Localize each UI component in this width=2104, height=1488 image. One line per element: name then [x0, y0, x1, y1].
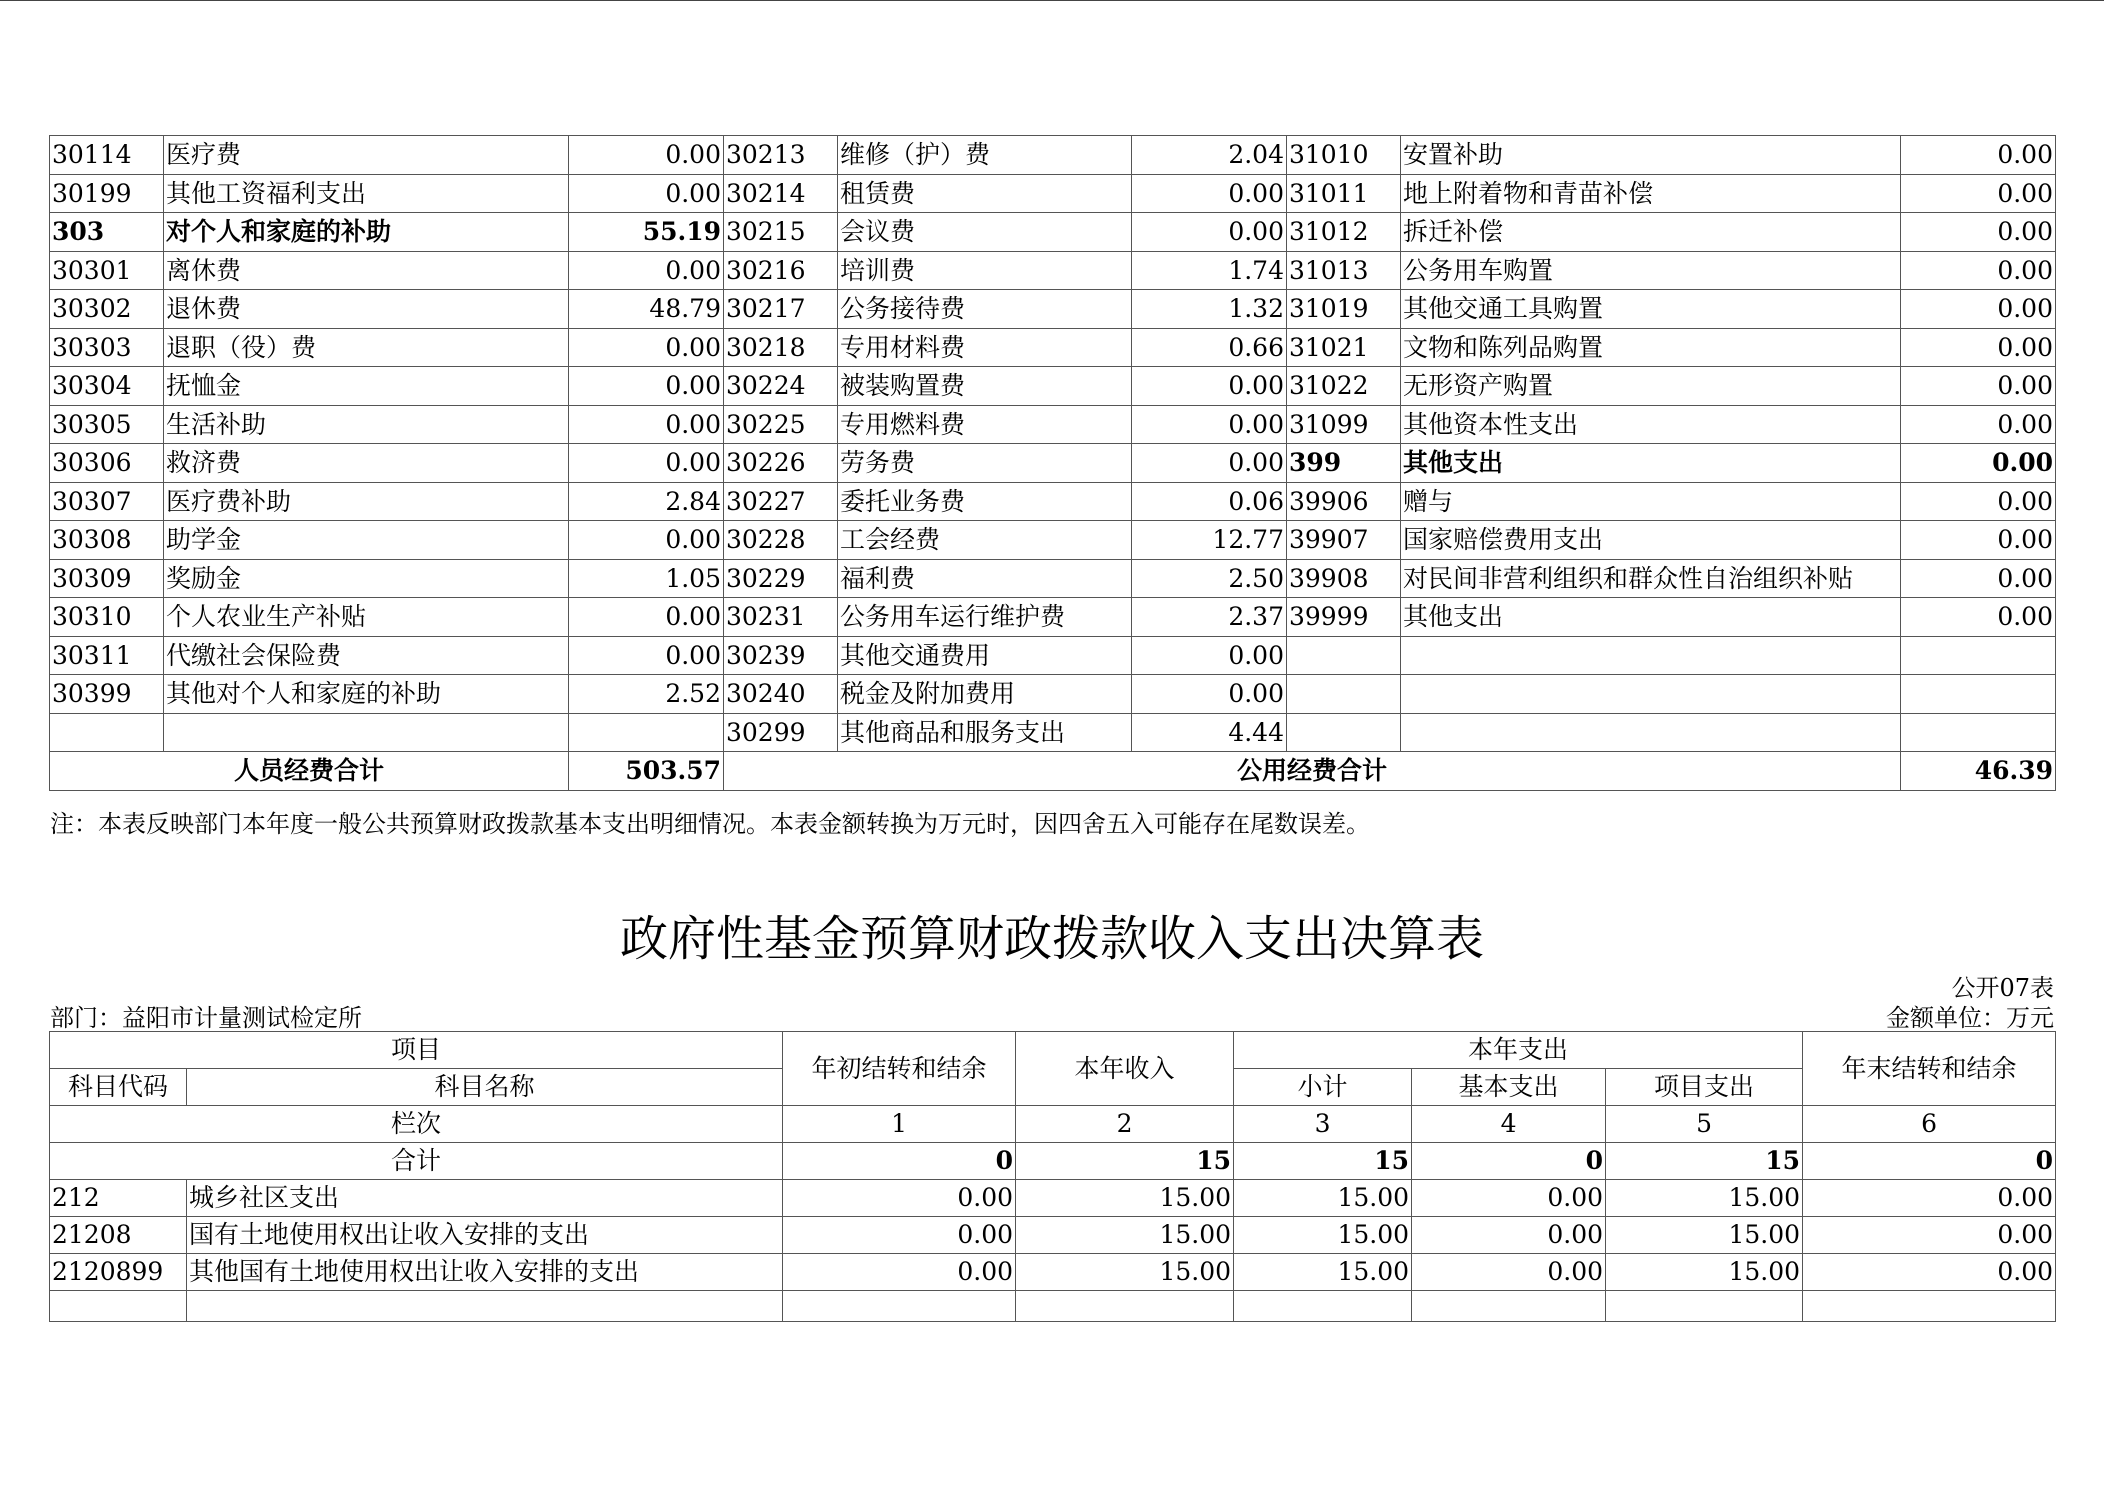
- item-name: 无形资产购置: [1401, 367, 1901, 406]
- item-code: 30309: [50, 559, 164, 598]
- total-value: 15: [1606, 1143, 1803, 1180]
- item-code: 30310: [50, 598, 164, 637]
- total-value: 15: [1016, 1143, 1234, 1180]
- amount-cell: 0.00: [783, 1217, 1016, 1254]
- item-name: 地上附着物和青苗补偿: [1401, 174, 1901, 213]
- item-amount: 12.77: [1132, 521, 1287, 560]
- amount-cell: 0.00: [1412, 1217, 1606, 1254]
- item-code: 30218: [724, 328, 838, 367]
- table-row: [50, 636, 2056, 675]
- department-label: 部门：益阳市计量测试检定所: [50, 1004, 362, 1032]
- item-name: 对民间非营利组织和群众性自治组织补贴: [1401, 559, 1901, 598]
- item-name: 其他支出: [1401, 598, 1901, 637]
- page-title: 政府性基金预算财政拨款收入支出决算表: [619, 911, 1484, 967]
- item-amount: 0.00: [569, 598, 724, 637]
- item-code: 30307: [50, 482, 164, 521]
- item-name: 公务用车购置: [1401, 251, 1901, 290]
- header-row-1: [50, 1032, 2056, 1069]
- item-name: 公务用车运行维护费: [838, 598, 1132, 637]
- item-code: 31010: [1287, 136, 1401, 175]
- item-amount: 0.06: [1132, 482, 1287, 521]
- table-row: [50, 328, 2056, 367]
- table-row: [50, 1254, 2056, 1291]
- item-code: 30303: [50, 328, 164, 367]
- public-total-value: 46.39: [1901, 752, 2056, 791]
- item-amount: 2.52: [569, 675, 724, 714]
- item-code: 30227: [724, 482, 838, 521]
- item-amount: [569, 713, 724, 752]
- item-amount: 0.00: [569, 521, 724, 560]
- amount-cell: 0.00: [1412, 1180, 1606, 1217]
- totals-row: [50, 752, 2056, 791]
- item-code: 31012: [1287, 213, 1401, 252]
- amount-cell: 0.00: [783, 1254, 1016, 1291]
- total-value: 15: [1234, 1143, 1412, 1180]
- subject-name: 其他国有土地使用权出让收入安排的支出: [187, 1254, 783, 1291]
- item-amount: 55.19: [569, 213, 724, 252]
- column-index: 4: [1412, 1106, 1606, 1143]
- table-row: [50, 482, 2056, 521]
- item-name: 福利费: [838, 559, 1132, 598]
- item-amount: 0.00: [1132, 675, 1287, 714]
- amount-cell: 0.00: [1412, 1254, 1606, 1291]
- total-value: 0: [1412, 1143, 1606, 1180]
- item-code: 30239: [724, 636, 838, 675]
- item-code: [1287, 675, 1401, 714]
- item-amount: 0.66: [1132, 328, 1287, 367]
- item-code: 30214: [724, 174, 838, 213]
- item-name: 抚恤金: [164, 367, 569, 406]
- basic-expenditure-detail-table: [49, 135, 2056, 791]
- amount-unit-label: 金额单位：万元: [1886, 1004, 2054, 1032]
- amount-cell: 0.00: [1803, 1217, 2056, 1254]
- header-closing-balance: 年末结转和结余: [1803, 1032, 2056, 1106]
- item-code: 30311: [50, 636, 164, 675]
- empty-cell: [783, 1291, 1016, 1322]
- total-value: 0: [1803, 1143, 2056, 1180]
- item-amount: 0.00: [569, 636, 724, 675]
- amount-cell: 15.00: [1234, 1254, 1412, 1291]
- table-row: [50, 213, 2056, 252]
- item-amount: 2.50: [1132, 559, 1287, 598]
- amount-cell: 15.00: [1606, 1254, 1803, 1291]
- item-code: 39999: [1287, 598, 1401, 637]
- item-code: 30199: [50, 174, 164, 213]
- item-code: 31099: [1287, 405, 1401, 444]
- item-name: 奖励金: [164, 559, 569, 598]
- item-amount: 0.00: [569, 328, 724, 367]
- item-amount: 0.00: [1901, 405, 2056, 444]
- item-name: 其他交通费用: [838, 636, 1132, 675]
- empty-cell: [1234, 1291, 1412, 1322]
- item-amount: 0.00: [1132, 405, 1287, 444]
- column-index: 3: [1234, 1106, 1412, 1143]
- item-code: 30308: [50, 521, 164, 560]
- item-code: 30231: [724, 598, 838, 637]
- item-code: 31021: [1287, 328, 1401, 367]
- empty-cell: [1606, 1291, 1803, 1322]
- item-name: 代缴社会保险费: [164, 636, 569, 675]
- item-amount: 0.00: [1132, 367, 1287, 406]
- item-name: 拆迁补偿: [1401, 213, 1901, 252]
- item-code: 39906: [1287, 482, 1401, 521]
- public-total-label: 公用经费合计: [724, 752, 1901, 791]
- total-value: 0: [783, 1143, 1016, 1180]
- header-project: 项目: [50, 1032, 783, 1069]
- item-name: 其他对个人和家庭的补助: [164, 675, 569, 714]
- item-amount: [1901, 713, 2056, 752]
- table-row: [50, 675, 2056, 714]
- item-code: 30228: [724, 521, 838, 560]
- item-code: 31011: [1287, 174, 1401, 213]
- item-amount: 0.00: [1901, 251, 2056, 290]
- item-name: 赠与: [1401, 482, 1901, 521]
- item-amount: 0.00: [1901, 367, 2056, 406]
- header-project-expenditure: 项目支出: [1606, 1069, 1803, 1106]
- item-amount: 4.44: [1132, 713, 1287, 752]
- table-row: [50, 598, 2056, 637]
- item-name: 税金及附加费用: [838, 675, 1132, 714]
- header-code: 科目代码: [50, 1069, 187, 1106]
- item-code: 39907: [1287, 521, 1401, 560]
- item-amount: 48.79: [569, 290, 724, 329]
- column-index-row: [50, 1106, 2056, 1143]
- item-code: 30224: [724, 367, 838, 406]
- item-name: 专用燃料费: [838, 405, 1132, 444]
- item-amount: [1901, 636, 2056, 675]
- item-name: 其他支出: [1401, 444, 1901, 483]
- table-row: [50, 174, 2056, 213]
- table-row: [50, 136, 2056, 175]
- item-name: 其他资本性支出: [1401, 405, 1901, 444]
- item-amount: 0.00: [569, 444, 724, 483]
- header-opening-balance: 年初结转和结余: [783, 1032, 1016, 1106]
- item-name: 委托业务费: [838, 482, 1132, 521]
- item-amount: 1.74: [1132, 251, 1287, 290]
- item-name: 国家赔偿费用支出: [1401, 521, 1901, 560]
- column-index-label: 栏次: [50, 1106, 783, 1143]
- item-name: 安置补助: [1401, 136, 1901, 175]
- item-name: 工会经费: [838, 521, 1132, 560]
- column-index: 2: [1016, 1106, 1234, 1143]
- item-name: [1401, 713, 1901, 752]
- amount-cell: 15.00: [1016, 1254, 1234, 1291]
- item-code: 31022: [1287, 367, 1401, 406]
- header-income: 本年收入: [1016, 1032, 1234, 1106]
- item-code: 30229: [724, 559, 838, 598]
- item-amount: 0.00: [1901, 444, 2056, 483]
- personnel-total-label: 人员经费合计: [50, 752, 569, 791]
- table-row: [50, 1217, 2056, 1254]
- table-row: [50, 521, 2056, 560]
- item-code: 30217: [724, 290, 838, 329]
- item-amount: 2.04: [1132, 136, 1287, 175]
- subject-code: 2120899: [50, 1254, 187, 1291]
- form-number: 公开07表: [1951, 974, 2054, 1002]
- item-amount: 0.00: [1901, 328, 2056, 367]
- table-note: 注：本表反映部门本年度一般公共预算财政拨款基本支出明细情况。本表金额转换为万元时，因四舍五入可能存在尾数误差。: [50, 810, 1370, 838]
- subject-name: 城乡社区支出: [187, 1180, 783, 1217]
- column-index: 5: [1606, 1106, 1803, 1143]
- amount-cell: 15.00: [1016, 1217, 1234, 1254]
- item-code: 30225: [724, 405, 838, 444]
- item-amount: 0.00: [569, 367, 724, 406]
- item-code: 30306: [50, 444, 164, 483]
- item-name: 医疗费: [164, 136, 569, 175]
- item-name: 退职（役）费: [164, 328, 569, 367]
- item-amount: 0.00: [1132, 636, 1287, 675]
- item-amount: 0.00: [569, 405, 724, 444]
- table-row: [50, 251, 2056, 290]
- item-code: 39908: [1287, 559, 1401, 598]
- item-code: 31013: [1287, 251, 1401, 290]
- item-amount: 0.00: [1901, 290, 2056, 329]
- personnel-total-value: 503.57: [569, 752, 724, 791]
- column-index: 6: [1803, 1106, 2056, 1143]
- empty-cell: [1412, 1291, 1606, 1322]
- item-name: 其他商品和服务支出: [838, 713, 1132, 752]
- empty-cell: [187, 1291, 783, 1322]
- table-row: [50, 290, 2056, 329]
- item-amount: 2.84: [569, 482, 724, 521]
- header-basic: 基本支出: [1412, 1069, 1606, 1106]
- item-code: 30302: [50, 290, 164, 329]
- item-amount: 0.00: [1901, 136, 2056, 175]
- empty-row: [50, 1291, 2056, 1322]
- empty-cell: [1803, 1291, 2056, 1322]
- item-name: 专用材料费: [838, 328, 1132, 367]
- item-amount: 1.32: [1132, 290, 1287, 329]
- amount-cell: 0.00: [1803, 1254, 2056, 1291]
- amount-cell: 15.00: [1234, 1217, 1412, 1254]
- item-amount: 0.00: [569, 136, 724, 175]
- item-name: 对个人和家庭的补助: [164, 213, 569, 252]
- item-code: [1287, 636, 1401, 675]
- empty-cell: [1016, 1291, 1234, 1322]
- item-name: 维修（护）费: [838, 136, 1132, 175]
- item-amount: 0.00: [1132, 444, 1287, 483]
- item-amount: [1901, 675, 2056, 714]
- item-name: 公务接待费: [838, 290, 1132, 329]
- table-row: [50, 444, 2056, 483]
- empty-cell: [50, 1291, 187, 1322]
- item-name: 租赁费: [838, 174, 1132, 213]
- item-amount: 0.00: [1901, 174, 2056, 213]
- item-code: 30216: [724, 251, 838, 290]
- amount-cell: 15.00: [1606, 1180, 1803, 1217]
- item-amount: 1.05: [569, 559, 724, 598]
- item-amount: 0.00: [1132, 174, 1287, 213]
- item-name: 劳务费: [838, 444, 1132, 483]
- subject-code: 212: [50, 1180, 187, 1217]
- table-row: [50, 559, 2056, 598]
- item-name: [1401, 675, 1901, 714]
- item-code: [50, 713, 164, 752]
- item-code: 30114: [50, 136, 164, 175]
- item-name: 被装购置费: [838, 367, 1132, 406]
- item-amount: 0.00: [1901, 598, 2056, 637]
- header-subtotal: 小计: [1234, 1069, 1412, 1106]
- item-amount: 0.00: [1901, 521, 2056, 560]
- amount-cell: 15.00: [1016, 1180, 1234, 1217]
- subject-code: 21208: [50, 1217, 187, 1254]
- item-amount: 0.00: [1132, 213, 1287, 252]
- item-amount: 0.00: [1901, 482, 2056, 521]
- item-name: [164, 713, 569, 752]
- grand-total-row: [50, 1143, 2056, 1180]
- item-name: 医疗费补助: [164, 482, 569, 521]
- item-code: 30305: [50, 405, 164, 444]
- item-code: 303: [50, 213, 164, 252]
- table-row: [50, 405, 2056, 444]
- item-name: 其他工资福利支出: [164, 174, 569, 213]
- item-code: [1287, 713, 1401, 752]
- item-code: 31019: [1287, 290, 1401, 329]
- item-code: 30213: [724, 136, 838, 175]
- item-name: 个人农业生产补贴: [164, 598, 569, 637]
- item-name: 救济费: [164, 444, 569, 483]
- item-name: 培训费: [838, 251, 1132, 290]
- page-top-border: [0, 0, 2104, 1]
- table-row: [50, 713, 2056, 752]
- subject-name: 国有土地使用权出让收入安排的支出: [187, 1217, 783, 1254]
- grand-total-label: 合计: [50, 1143, 783, 1180]
- item-amount: 0.00: [569, 174, 724, 213]
- column-index: 1: [783, 1106, 1016, 1143]
- item-name: 其他交通工具购置: [1401, 290, 1901, 329]
- item-code: 30240: [724, 675, 838, 714]
- amount-cell: 0.00: [1803, 1180, 2056, 1217]
- item-code: 30215: [724, 213, 838, 252]
- item-amount: 0.00: [1901, 559, 2056, 598]
- item-name: [1401, 636, 1901, 675]
- item-name: 会议费: [838, 213, 1132, 252]
- table-row: [50, 1180, 2056, 1217]
- item-code: 399: [1287, 444, 1401, 483]
- item-code: 30399: [50, 675, 164, 714]
- item-code: 30304: [50, 367, 164, 406]
- item-code: 30301: [50, 251, 164, 290]
- item-name: 退休费: [164, 290, 569, 329]
- table-row: [50, 367, 2056, 406]
- header-name: 科目名称: [187, 1069, 783, 1106]
- item-amount: 0.00: [569, 251, 724, 290]
- item-name: 文物和陈列品购置: [1401, 328, 1901, 367]
- government-fund-table: [49, 1031, 2056, 1322]
- amount-cell: 15.00: [1234, 1180, 1412, 1217]
- amount-cell: 15.00: [1606, 1217, 1803, 1254]
- header-expenditure: 本年支出: [1234, 1032, 1803, 1069]
- item-amount: 2.37: [1132, 598, 1287, 637]
- item-amount: 0.00: [1901, 213, 2056, 252]
- item-name: 生活补助: [164, 405, 569, 444]
- item-code: 30226: [724, 444, 838, 483]
- amount-cell: 0.00: [783, 1180, 1016, 1217]
- item-name: 助学金: [164, 521, 569, 560]
- item-code: 30299: [724, 713, 838, 752]
- item-name: 离休费: [164, 251, 569, 290]
